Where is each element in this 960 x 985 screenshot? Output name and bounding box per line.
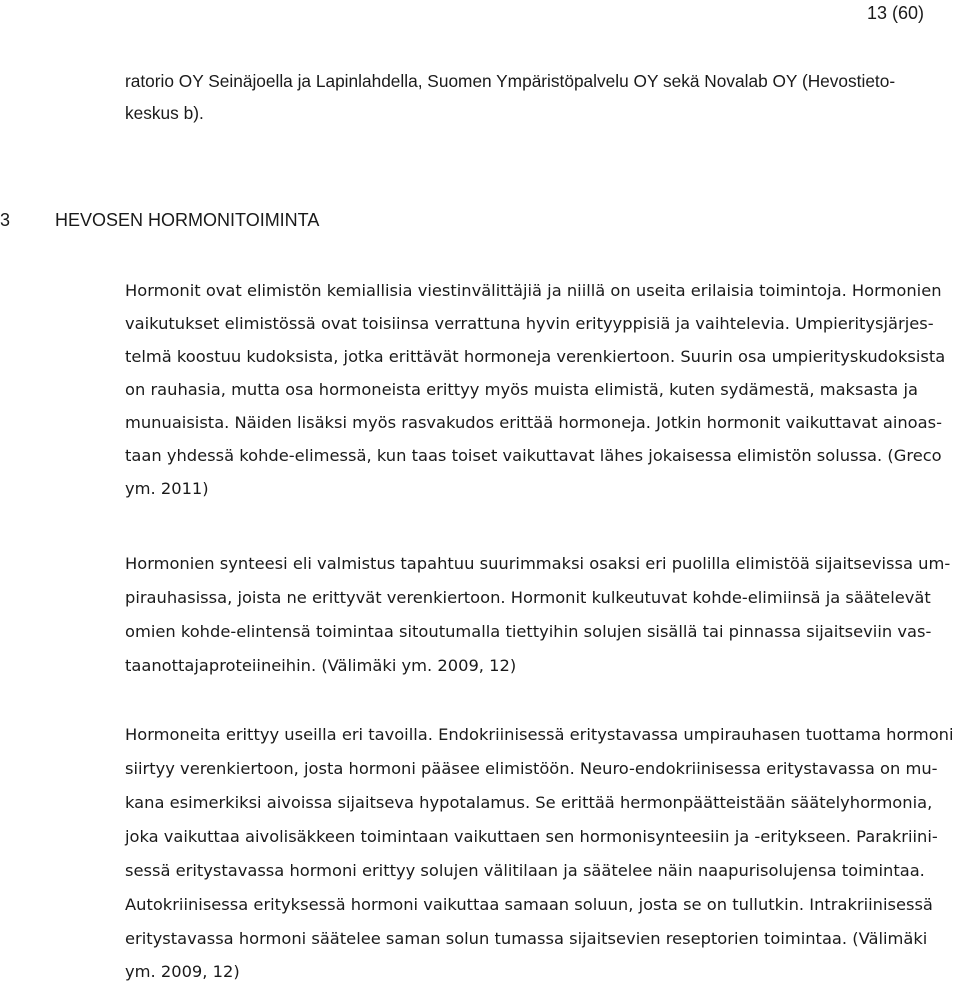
text-line: ratorio OY Seinäjoella ja Lapinlahdella, Suomen Ympäristöpalvelu OY sekä Novalab OY (Hevostieto- <box>125 71 896 91</box>
section-title: HEVOSEN HORMONITOIMINTA <box>55 210 320 230</box>
text-line: siirtyy verenkiertoon, josta hormoni pääsee elimistöön. Neuro-endokriinisessa eritystavassa on mu- <box>125 759 938 778</box>
text-line: Autokriinisessa erityksessä hormoni vaikuttaa samaan soluun, josta se on tullutkin. Intrakriinisessä <box>125 895 933 914</box>
text-line: taan yhdessä kohde-elimessä, kun taas toiset vaikuttavat lähes jokaisessa elimistön solussa. (Greco <box>125 446 942 465</box>
text-line: Hormonien synteesi eli valmistus tapahtuu suurimmaksi osaksi eri puolilla elimistöä sijaitsevissa um- <box>125 554 951 573</box>
text-line: Hormoneita erittyy useilla eri tavoilla. Endokriinisessä eritystavassa umpirauhasen tuottama hormoni <box>125 725 954 744</box>
text-line: ym. 2011) <box>125 479 209 498</box>
text-line: ym. 2009, 12) <box>125 962 240 981</box>
text-line: keskus b). <box>125 103 204 123</box>
text-line: pirauhasissa, joista ne erittyvät verenkiertoon. Hormonit kulkeutuvat kohde-elimiinsä ja säätelevät <box>125 588 931 607</box>
text-line: telmä koostuu kudoksista, jotka erittävät hormoneja verenkiertoon. Suurin osa umpierityskudoksista <box>125 347 946 366</box>
text-line: vaikutukset elimistössä ovat toisiinsa verrattuna hyvin erityyppisiä ja vaihtelevia. Umpieritysjärjes- <box>125 314 934 333</box>
text-line: munuaisista. Näiden lisäksi myös rasvakudos erittää hormoneja. Jotkin hormonit vaikuttavat ainoas- <box>125 413 942 432</box>
text-line: eritystavassa hormoni säätelee saman solun tumassa sijaitsevien reseptorien toimintaa. (Välimäki <box>125 929 928 948</box>
text-line: sessä eritystavassa hormoni erittyy solujen välitilaan ja säätelee näin naapurisolujensa toimintaa. <box>125 861 925 880</box>
text-line: taanottajaproteiineihin. (Välimäki ym. 2009, 12) <box>125 656 517 675</box>
text-line: on rauhasia, mutta osa hormoneista erittyy myös muista elimistä, kuten sydämestä, maksasta ja <box>125 380 918 399</box>
text-line: Hormonit ovat elimistön kemiallisia viestinvälittäjiä ja niillä on useita erilaisia toimintoja. Hormonien <box>125 281 942 300</box>
page-number: 13 (60) <box>866 3 924 23</box>
text-line: joka vaikuttaa aivolisäkkeen toimintaan vaikuttaen sen hormonisynteesiin ja -eritykseen. Parakriini- <box>125 827 938 846</box>
section-number: 3 <box>0 210 11 230</box>
text-line: omien kohde-elintensä toimintaa sitoutumalla tiettyihin solujen sisällä tai pinnassa sijaitseviin vas- <box>125 622 932 641</box>
text-line: kana esimerkiksi aivoissa sijaitseva hypotalamus. Se erittää hermonpäätteistään säätelyhormonia, <box>125 793 933 812</box>
